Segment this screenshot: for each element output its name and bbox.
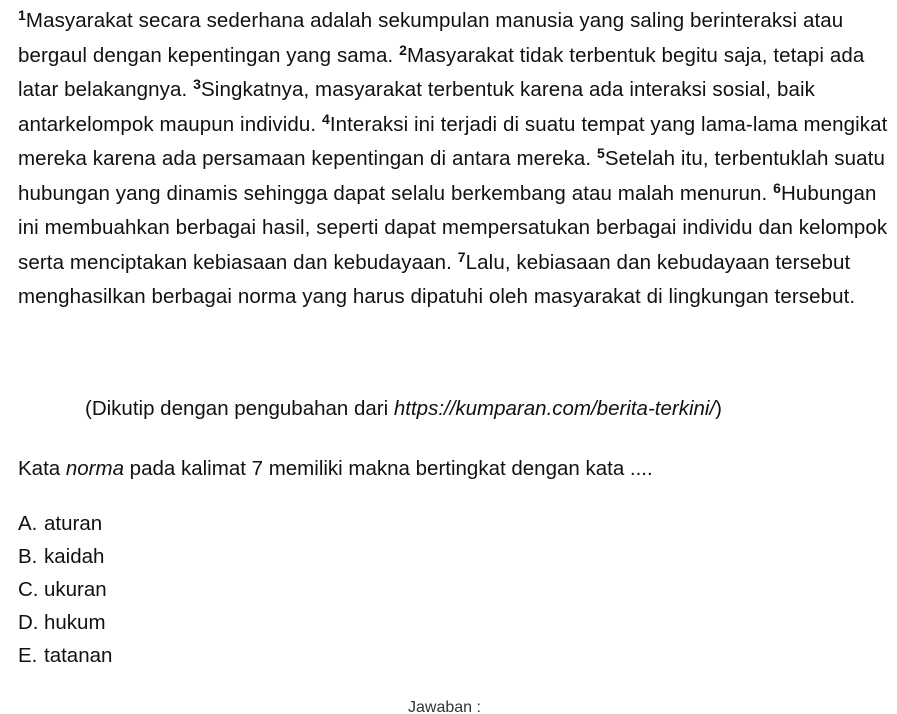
option-letter: A. <box>18 512 38 535</box>
option-c[interactable] <box>18 573 112 606</box>
reading-passage <box>18 4 890 315</box>
source-prefix: (Dikutip dengan pengubahan dari <box>85 397 394 420</box>
option-text: ukuran <box>44 578 107 601</box>
option-letter: D. <box>18 611 39 634</box>
option-a[interactable] <box>18 507 112 540</box>
answer-label: Jawaban : <box>408 699 481 714</box>
question-text <box>18 453 653 485</box>
option-d[interactable] <box>18 606 112 639</box>
sentence-text: Masyarakat secara sederhana adalah sekumpulan manusia yang saling berinteraksi atau bergaul dengan kepentingan yang sama. <box>18 9 844 67</box>
sentence-text: Masyarakat tidak terbentuk begitu saja, tetapi ada latar belakangnya. <box>18 43 865 101</box>
sentence-number: 2 <box>399 41 407 58</box>
option-letter: E. <box>18 644 38 667</box>
sentence-text: Singkatnya, masyarakat terbentuk karena ada interaksi sosial, baik antarkelompok maupun individu. <box>18 78 815 136</box>
option-b[interactable] <box>18 540 112 573</box>
question-after: pada kalimat 7 memiliki makna bertingkat dengan kata .... <box>123 457 653 480</box>
option-text: hukum <box>44 611 106 634</box>
source-url: https://kumparan.com/berita-terkini/ <box>393 397 716 420</box>
question-term: norma <box>65 457 124 480</box>
answer-options <box>18 507 112 672</box>
source-suffix: ) <box>715 397 722 420</box>
sentence-number: 1 <box>18 7 26 23</box>
sentence-text: Interaksi ini terjadi di suatu tempat yang lama-lama mengikat mereka karena ada persamaan kepentingan di antara mereka. <box>18 112 888 170</box>
source-citation <box>85 392 722 426</box>
option-letter: C. <box>18 578 39 601</box>
option-text: aturan <box>44 512 103 535</box>
sentence-number: 7 <box>457 248 466 265</box>
sentence-text: Lalu, kebiasaan dan kebudayaan tersebut menghasilkan berbagai norma yang harus dipatuhi oleh masyarakat di lingkungan tersebut. <box>18 250 856 308</box>
option-e[interactable] <box>18 639 112 672</box>
option-letter: B. <box>18 545 38 568</box>
sentence-number: 3 <box>193 76 202 92</box>
sentence-text: Hubungan ini membuahkan berbagai hasil, seperti dapat mempersatukan berbagai individu dan kelompok serta menciptakan kebiasaan dan kebudayaan. <box>18 181 888 274</box>
question-before: Kata <box>18 457 66 480</box>
sentence-text: Setelah itu, terbentuklah suatu hubungan yang dinamis sehingga dapat selalu berkembang atau malah menurun. <box>18 147 885 205</box>
sentence-number: 5 <box>597 145 605 161</box>
sentence-number: 4 <box>321 110 330 127</box>
option-text: tatanan <box>44 644 113 667</box>
sentence-number: 6 <box>773 179 782 196</box>
option-text: kaidah <box>44 545 105 568</box>
